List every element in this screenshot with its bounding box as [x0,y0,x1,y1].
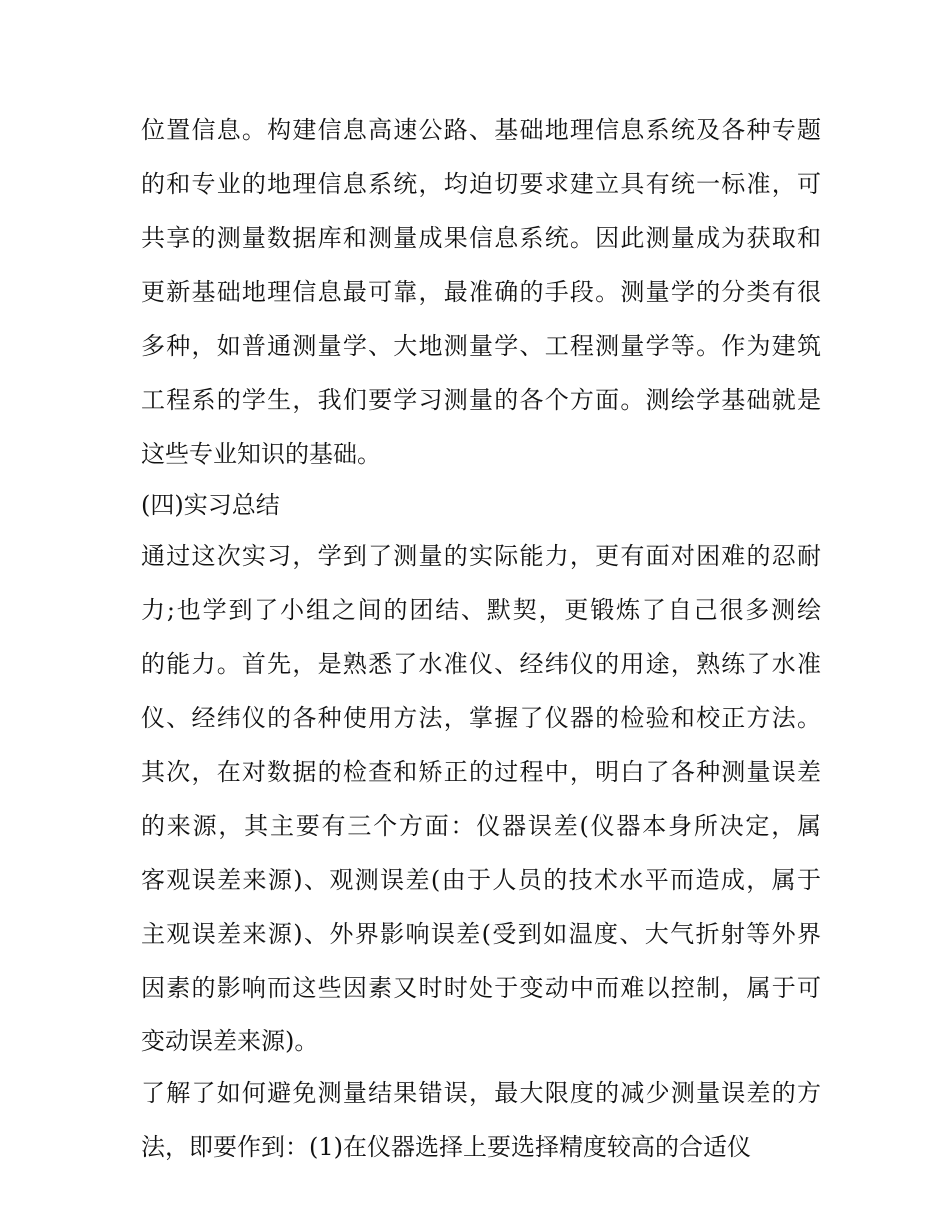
text-line: 位置信息。构建信息高速公路、基础地理信息系统及各种专题 [141,116,821,144]
text-line: 的和专业的地理信息系统，均迫切要求建立具有统一标准，可 [141,170,821,198]
document-body [141,109,821,1168]
section-heading: (四)实习总结 [141,491,280,519]
text-line: 客观误差来源)、观测误差(由于人员的技术水平而造成，属于 [141,866,821,894]
paragraph-error-avoidance [141,1072,821,1168]
paragraph-geographic-info [141,109,821,475]
text-line: 变动误差来源)。 [141,1027,319,1055]
text-line: 力;也学到了小组之间的团结、默契，更锻炼了自己很多测绘 [141,596,821,624]
text-line: 工程系的学生，我们要学习测量的各个方面。测绘学基础就是 [141,386,821,414]
text-line: 法，即要作到：(1)在仪器选择上要选择精度较高的合适仪 [141,1133,751,1161]
text-line: 因素的影响而这些因素又时时处于变动中而难以控制，属于可 [141,974,821,1002]
text-line: 的能力。首先，是熟悉了水准仪、经纬仪的用途，熟练了水准 [141,650,821,678]
text-line: 更新基础地理信息最可靠，最准确的手段。测量学的分类有很 [141,278,821,306]
text-line: 其次，在对数据的检查和矫正的过程中，明白了各种测量误差 [141,758,821,786]
paragraph-internship-summary [141,535,821,1062]
text-line: 仪、经纬仪的各种使用方法，掌握了仪器的检验和校正方法。 [141,704,821,732]
text-line: 主观误差来源)、外界影响误差(受到如温度、大气折射等外界 [141,920,821,948]
text-line: 的来源，其主要有三个方面：仪器误差(仪器本身所决定，属 [141,812,821,840]
text-line: 通过这次实习，学到了测量的实际能力，更有面对困难的忍耐 [141,542,821,570]
text-line: 了解了如何避免测量结果错误，最大限度的减少测量误差的方 [141,1079,821,1107]
text-line: 共享的测量数据库和测量成果信息系统。因此测量成为获取和 [141,224,821,252]
text-line: 多种，如普通测量学、大地测量学、工程测量学等。作为建筑 [141,332,821,360]
text-line: 这些专业知识的基础。 [141,440,381,468]
